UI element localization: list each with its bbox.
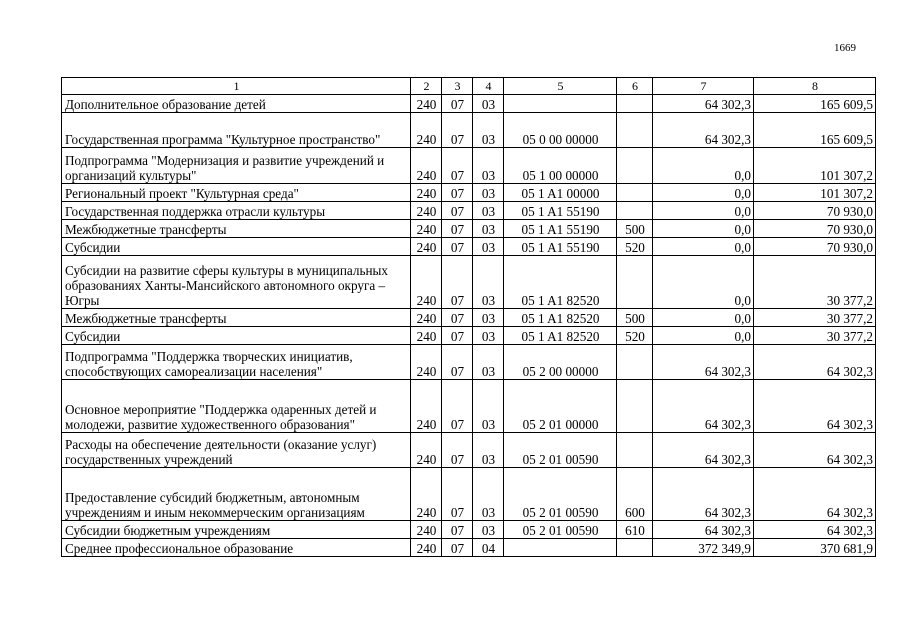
- table-row: [62, 256, 876, 309]
- cell-sum1: 0,0: [653, 220, 754, 238]
- cell-adm: 240: [411, 327, 442, 345]
- cell-sum2: 370 681,9: [754, 539, 876, 557]
- cell-sum2: 30 377,2: [754, 256, 876, 309]
- cell-name: Подпрограмма "Поддержка творческих инициатив, способствующих самореализации населения": [62, 345, 411, 380]
- cell-name: Государственная программа "Культурное пространство": [62, 113, 411, 148]
- cell-adm: 240: [411, 220, 442, 238]
- cell-sum1: 0,0: [653, 309, 754, 327]
- cell-vr: [617, 113, 653, 148]
- cell-csr: 05 2 00 00000: [504, 345, 617, 380]
- cell-name: Субсидии: [62, 238, 411, 256]
- cell-adm: 240: [411, 95, 442, 113]
- cell-sum1: 0,0: [653, 202, 754, 220]
- cell-pr: 03: [473, 220, 504, 238]
- cell-vr: 610: [617, 521, 653, 539]
- cell-rz: 07: [442, 202, 473, 220]
- table-header-row: [62, 78, 876, 95]
- cell-adm: 240: [411, 345, 442, 380]
- cell-rz: 07: [442, 380, 473, 433]
- cell-vr: 500: [617, 309, 653, 327]
- cell-name: Расходы на обеспечение деятельности (оказание услуг) государственных учреждений: [62, 433, 411, 468]
- column-header: 8: [754, 78, 876, 95]
- cell-vr: [617, 256, 653, 309]
- cell-rz: 07: [442, 113, 473, 148]
- cell-sum1: 64 302,3: [653, 113, 754, 148]
- cell-adm: 240: [411, 468, 442, 521]
- cell-csr: 05 1 A1 55190: [504, 238, 617, 256]
- cell-sum1: 0,0: [653, 184, 754, 202]
- cell-pr: 03: [473, 95, 504, 113]
- cell-adm: 240: [411, 256, 442, 309]
- table-row: [62, 468, 876, 521]
- cell-vr: 520: [617, 238, 653, 256]
- cell-name: Подпрограмма "Модернизация и развитие учреждений и организаций культуры": [62, 148, 411, 184]
- table-row: [62, 327, 876, 345]
- cell-pr: 03: [473, 521, 504, 539]
- table-row: [62, 184, 876, 202]
- cell-sum2: 64 302,3: [754, 468, 876, 521]
- cell-csr: [504, 539, 617, 557]
- cell-vr: [617, 433, 653, 468]
- cell-name: Основное мероприятие "Поддержка одаренных детей и молодежи, развитие художественного образования": [62, 380, 411, 433]
- cell-csr: 05 2 01 00590: [504, 468, 617, 521]
- cell-vr: [617, 380, 653, 433]
- table-row: [62, 238, 876, 256]
- cell-adm: 240: [411, 380, 442, 433]
- cell-csr: 05 2 01 00590: [504, 521, 617, 539]
- cell-pr: 04: [473, 539, 504, 557]
- cell-rz: 07: [442, 148, 473, 184]
- cell-pr: 03: [473, 202, 504, 220]
- cell-pr: 03: [473, 238, 504, 256]
- cell-name: Среднее профессиональное образование: [62, 539, 411, 557]
- cell-csr: 05 2 01 00590: [504, 433, 617, 468]
- cell-csr: 05 0 00 00000: [504, 113, 617, 148]
- cell-name: Субсидии на развитие сферы культуры в муниципальных образованиях Ханты-Мансийского автономного округа – Югры: [62, 256, 411, 309]
- cell-adm: 240: [411, 238, 442, 256]
- cell-sum1: 64 302,3: [653, 521, 754, 539]
- budget-table: [61, 77, 876, 557]
- cell-sum2: 70 930,0: [754, 238, 876, 256]
- cell-sum2: 101 307,2: [754, 184, 876, 202]
- cell-sum2: 101 307,2: [754, 148, 876, 184]
- cell-vr: [617, 148, 653, 184]
- cell-sum1: 0,0: [653, 256, 754, 309]
- cell-adm: 240: [411, 521, 442, 539]
- cell-adm: 240: [411, 539, 442, 557]
- cell-rz: 07: [442, 327, 473, 345]
- cell-csr: 05 1 A1 82520: [504, 327, 617, 345]
- cell-sum1: 0,0: [653, 327, 754, 345]
- cell-rz: 07: [442, 539, 473, 557]
- column-header: 1: [62, 78, 411, 95]
- cell-name: Субсидии: [62, 327, 411, 345]
- cell-rz: 07: [442, 468, 473, 521]
- cell-sum2: 64 302,3: [754, 521, 876, 539]
- cell-pr: 03: [473, 468, 504, 521]
- cell-name: Межбюджетные трансферты: [62, 309, 411, 327]
- cell-pr: 03: [473, 380, 504, 433]
- cell-sum2: 30 377,2: [754, 309, 876, 327]
- table-row: [62, 309, 876, 327]
- cell-sum1: 372 349,9: [653, 539, 754, 557]
- cell-sum2: 70 930,0: [754, 220, 876, 238]
- cell-rz: 07: [442, 184, 473, 202]
- cell-vr: 520: [617, 327, 653, 345]
- cell-sum2: 30 377,2: [754, 327, 876, 345]
- cell-sum2: 64 302,3: [754, 433, 876, 468]
- cell-sum1: 0,0: [653, 238, 754, 256]
- cell-sum2: 165 609,5: [754, 95, 876, 113]
- table-row: [62, 220, 876, 238]
- cell-pr: 03: [473, 309, 504, 327]
- cell-csr: 05 1 A1 82520: [504, 309, 617, 327]
- cell-csr: [504, 95, 617, 113]
- cell-sum2: 165 609,5: [754, 113, 876, 148]
- cell-rz: 07: [442, 521, 473, 539]
- cell-rz: 07: [442, 256, 473, 309]
- cell-sum1: 0,0: [653, 148, 754, 184]
- cell-rz: 07: [442, 220, 473, 238]
- cell-pr: 03: [473, 148, 504, 184]
- cell-rz: 07: [442, 345, 473, 380]
- cell-pr: 03: [473, 345, 504, 380]
- cell-name: Дополнительное образование детей: [62, 95, 411, 113]
- cell-adm: 240: [411, 184, 442, 202]
- table-row: [62, 148, 876, 184]
- cell-vr: [617, 95, 653, 113]
- cell-csr: 05 1 A1 55190: [504, 202, 617, 220]
- table-row: [62, 433, 876, 468]
- column-header: 6: [617, 78, 653, 95]
- cell-adm: 240: [411, 309, 442, 327]
- column-header: 2: [411, 78, 442, 95]
- cell-sum1: 64 302,3: [653, 433, 754, 468]
- column-header: 4: [473, 78, 504, 95]
- cell-csr: 05 1 A1 55190: [504, 220, 617, 238]
- cell-name: Государственная поддержка отрасли культуры: [62, 202, 411, 220]
- cell-pr: 03: [473, 256, 504, 309]
- cell-sum1: 64 302,3: [653, 380, 754, 433]
- cell-adm: 240: [411, 148, 442, 184]
- cell-vr: [617, 345, 653, 380]
- cell-sum1: 64 302,3: [653, 468, 754, 521]
- cell-sum2: 64 302,3: [754, 380, 876, 433]
- table-row: [62, 95, 876, 113]
- cell-vr: [617, 202, 653, 220]
- cell-name: Субсидии бюджетным учреждениям: [62, 521, 411, 539]
- cell-adm: 240: [411, 433, 442, 468]
- cell-sum2: 70 930,0: [754, 202, 876, 220]
- cell-rz: 07: [442, 238, 473, 256]
- table-row: [62, 113, 876, 148]
- cell-csr: 05 1 A1 00000: [504, 184, 617, 202]
- table-row: [62, 521, 876, 539]
- table-row: [62, 345, 876, 380]
- column-header: 5: [504, 78, 617, 95]
- cell-sum1: 64 302,3: [653, 345, 754, 380]
- cell-csr: 05 2 01 00000: [504, 380, 617, 433]
- cell-name: Региональный проект "Культурная среда": [62, 184, 411, 202]
- cell-name: Межбюджетные трансферты: [62, 220, 411, 238]
- cell-vr: [617, 184, 653, 202]
- cell-rz: 07: [442, 309, 473, 327]
- table-row: [62, 202, 876, 220]
- page-number: 1669: [834, 42, 856, 54]
- cell-vr: 500: [617, 220, 653, 238]
- cell-sum2: 64 302,3: [754, 345, 876, 380]
- cell-adm: 240: [411, 202, 442, 220]
- column-header: 3: [442, 78, 473, 95]
- column-header: 7: [653, 78, 754, 95]
- cell-pr: 03: [473, 327, 504, 345]
- cell-rz: 07: [442, 433, 473, 468]
- cell-pr: 03: [473, 184, 504, 202]
- cell-csr: 05 1 A1 82520: [504, 256, 617, 309]
- cell-adm: 240: [411, 113, 442, 148]
- table-row: [62, 539, 876, 557]
- table-row: [62, 380, 876, 433]
- cell-pr: 03: [473, 433, 504, 468]
- cell-name: Предоставление субсидий бюджетным, автономным учреждениям и иным некоммерческим организациям: [62, 468, 411, 521]
- cell-vr: 600: [617, 468, 653, 521]
- cell-rz: 07: [442, 95, 473, 113]
- cell-pr: 03: [473, 113, 504, 148]
- cell-csr: 05 1 00 00000: [504, 148, 617, 184]
- cell-sum1: 64 302,3: [653, 95, 754, 113]
- cell-vr: [617, 539, 653, 557]
